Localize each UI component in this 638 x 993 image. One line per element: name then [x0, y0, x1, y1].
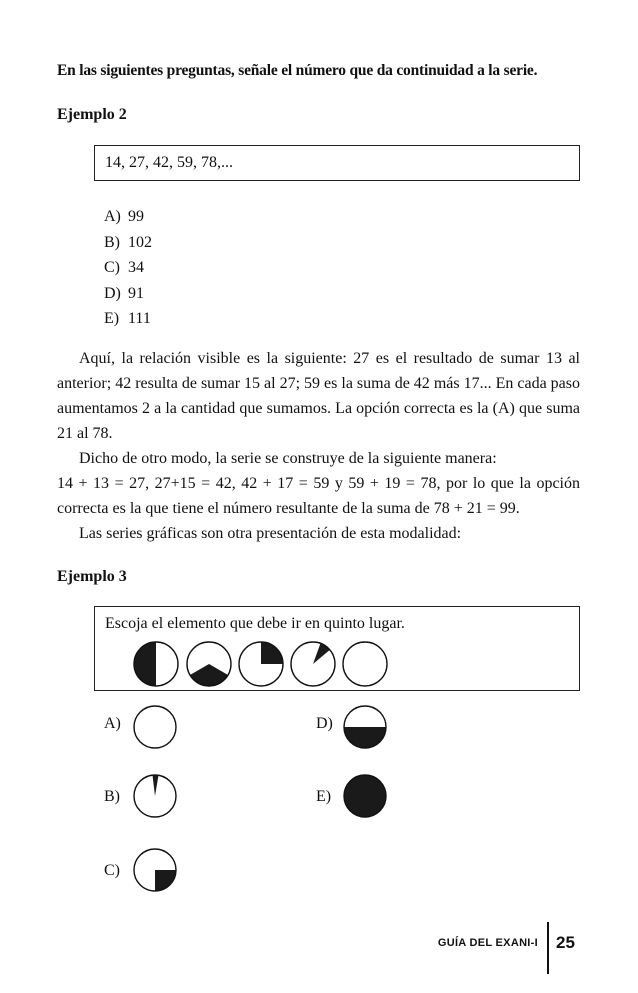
answer-d-label[interactable]: D) — [316, 715, 333, 732]
option-value: 102 — [128, 233, 152, 251]
answer-c-label[interactable]: C) — [104, 862, 120, 879]
explanation-paragraph-4: Las series gráficas son otra presentación de esta modalidad: — [79, 525, 462, 542]
page-number: 25 — [556, 933, 575, 952]
option-a[interactable] — [104, 204, 152, 230]
answer-c-circle-icon[interactable] — [132, 847, 178, 893]
answer-a-label[interactable]: A) — [104, 715, 121, 732]
option-b[interactable] — [104, 230, 152, 256]
option-letter: A) — [104, 208, 121, 225]
example3-title: Ejemplo 3 — [57, 568, 127, 585]
explanation-paragraph-3: 14 + 13 = 27, 27+15 = 42, 42 + 17 = 59 y 59 + 19 = 78, por lo que la opción correcta es la que tiene el número resultante de la suma de 78 + 21 = 99. — [57, 475, 580, 517]
explanation-paragraph-1: Aquí, la relación visible es la siguiente: 27 es el resultado de sumar 13 al anterior; 42 resulta de sumar 15 al 27; 59 es la suma de 42 más 17... En cada paso aumentamos 2 a la cantidad que sumamos. La opción correcta es la (A) que suma 21 al 78. — [57, 350, 580, 442]
example2-options — [104, 204, 152, 332]
series-question: Escoja el elemento que debe ir en quinto lugar. — [105, 615, 405, 632]
answer-b-circle-icon[interactable] — [132, 773, 178, 819]
footer-title: GUÍA DEL EXANI-I — [437, 937, 538, 949]
answer-d-circle-icon[interactable] — [342, 704, 388, 750]
option-e[interactable] — [104, 306, 152, 332]
explanation-paragraph-2: Dicho de otro modo, la serie se construye de la siguiente manera: — [79, 450, 497, 467]
answer-a-circle-icon[interactable] — [132, 704, 178, 750]
series-circle-5-icon — [341, 640, 389, 688]
sequence-text: 14, 27, 42, 59, 78,... — [105, 154, 233, 171]
option-letter: C) — [104, 259, 120, 276]
option-letter: E) — [104, 310, 120, 327]
answer-e-label[interactable]: E) — [316, 788, 332, 805]
answer-e-circle-icon[interactable] — [342, 773, 388, 819]
series-circle-1-icon — [132, 640, 180, 688]
option-value: 91 — [128, 284, 144, 302]
option-letter: D) — [104, 284, 121, 302]
option-value: 111 — [128, 310, 151, 327]
sequence-box — [94, 145, 580, 181]
answer-b-label[interactable]: B) — [104, 788, 120, 805]
option-letter: B) — [104, 233, 120, 251]
footer-divider — [547, 922, 549, 974]
example2-title: Ejemplo 2 — [57, 106, 127, 123]
option-c[interactable] — [104, 255, 152, 281]
explanation — [57, 346, 580, 546]
series-circle-4-icon — [289, 640, 337, 688]
option-value: 99 — [128, 208, 144, 225]
series-circle-2-icon — [185, 640, 233, 688]
option-d[interactable] — [104, 281, 152, 307]
instructions: En las siguientes preguntas, señale el número que da continuidad a la serie. — [57, 62, 538, 79]
series-circle-3-icon — [237, 640, 285, 688]
option-value: 34 — [128, 259, 144, 276]
